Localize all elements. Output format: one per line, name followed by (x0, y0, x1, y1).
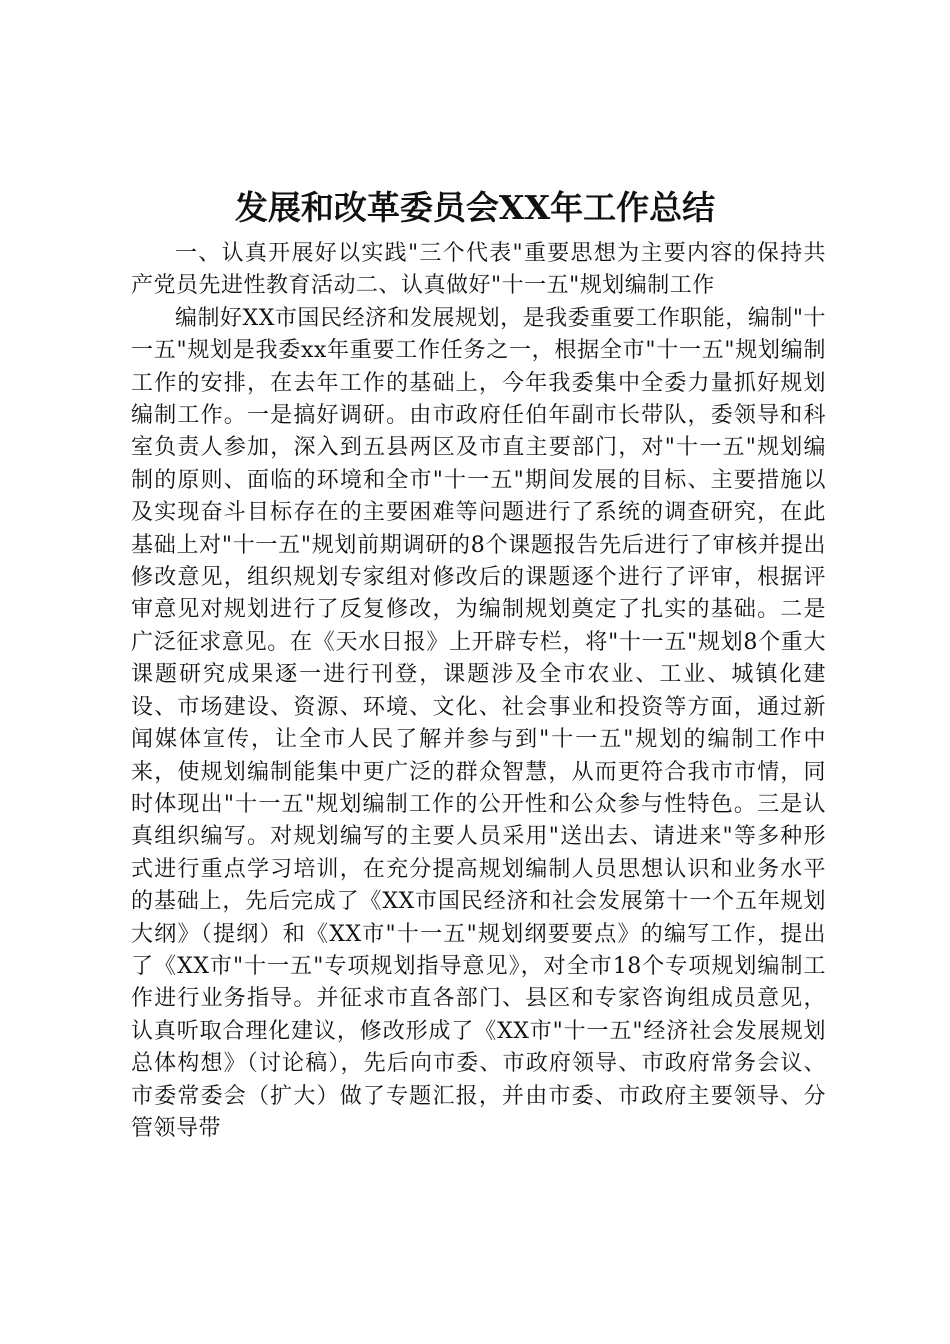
document-title: 发展和改革委员会XX年工作总结 (234, 188, 716, 227)
document-body (131, 238, 826, 1145)
paragraph-intro: 一、认真开展好以实践"三个代表"重要思想为主要内容的保持共产党员先进性教育活动二、认真做好"十一五"规划编制工作 (131, 241, 826, 299)
paragraph-planning-work: 编制好XX市国民经济和发展规划，是我委重要工作职能，编制"十一五"规划是我委xx年重要工作任务之一，根据全市"十一五"规划编制工作的安排，在去年工作的基础上，今年我委集中全委力量抓好规划编制工作。一是搞好调研。由市政府任伯年副市长带队，委领导和科室负责人参加，深入到五县两区及市直主要部门，对"十一五"规划编制的原则、面临的环境和全市"十一五"期间发展的目标、主要措施以及实现奋斗目标存在的主要困难等问题进行了系统的调查研究，在此基础上对"十一五"规划前期调研的8个课题报告先后进行了审核并提出修改意见，组织规划专家组对修改后的课题逐个进行了评审，根据评审意见对规划进行了反复修改，为编制规划奠定了扎实的基础。二是广泛征求意见。在《天水日报》上开辟专栏，将"十一五"规划8个重大课题研究成果逐一进行刊登，课题涉及全市农业、工业、城镇化建设、市场建设、资源、环境、文化、社会事业和投资等方面，通过新闻媒体宣传，让全市人民了解并参与到"十一五"规划的编制工作中来，使规划编制能集中更广泛的群众智慧，从而更符合我市市情，同时体现出"十一五"规划编制工作的公开性和公众参与性特色。三是认真组织编写。对规划编写的主要人员采用"送出去、请进来"等多种形式进行重点学习培训，在充分提高规划编制人员思想认识和业务水平的基础上，先后完成了《XX市国民经济和社会发展第十一个五年规划大纲》（提纲）和《XX市"十一五"规划纲要要点》的编写工作，提出了《XX市"十一五"专项规划指导意见》，对全市18个专项规划编制工作进行业务指导。并征求市直各部门、县区和专家咨询组成员意见，认真听取合理化建议，修改形成了《XX市"十一五"经济社会发展规划总体构想》（讨论稿），先后向市委、市政府领导、市政府常务会议、市委常委会（扩大）做了专题汇报，并由市委、市政府主要领导、分管领导带 (131, 305, 826, 1141)
